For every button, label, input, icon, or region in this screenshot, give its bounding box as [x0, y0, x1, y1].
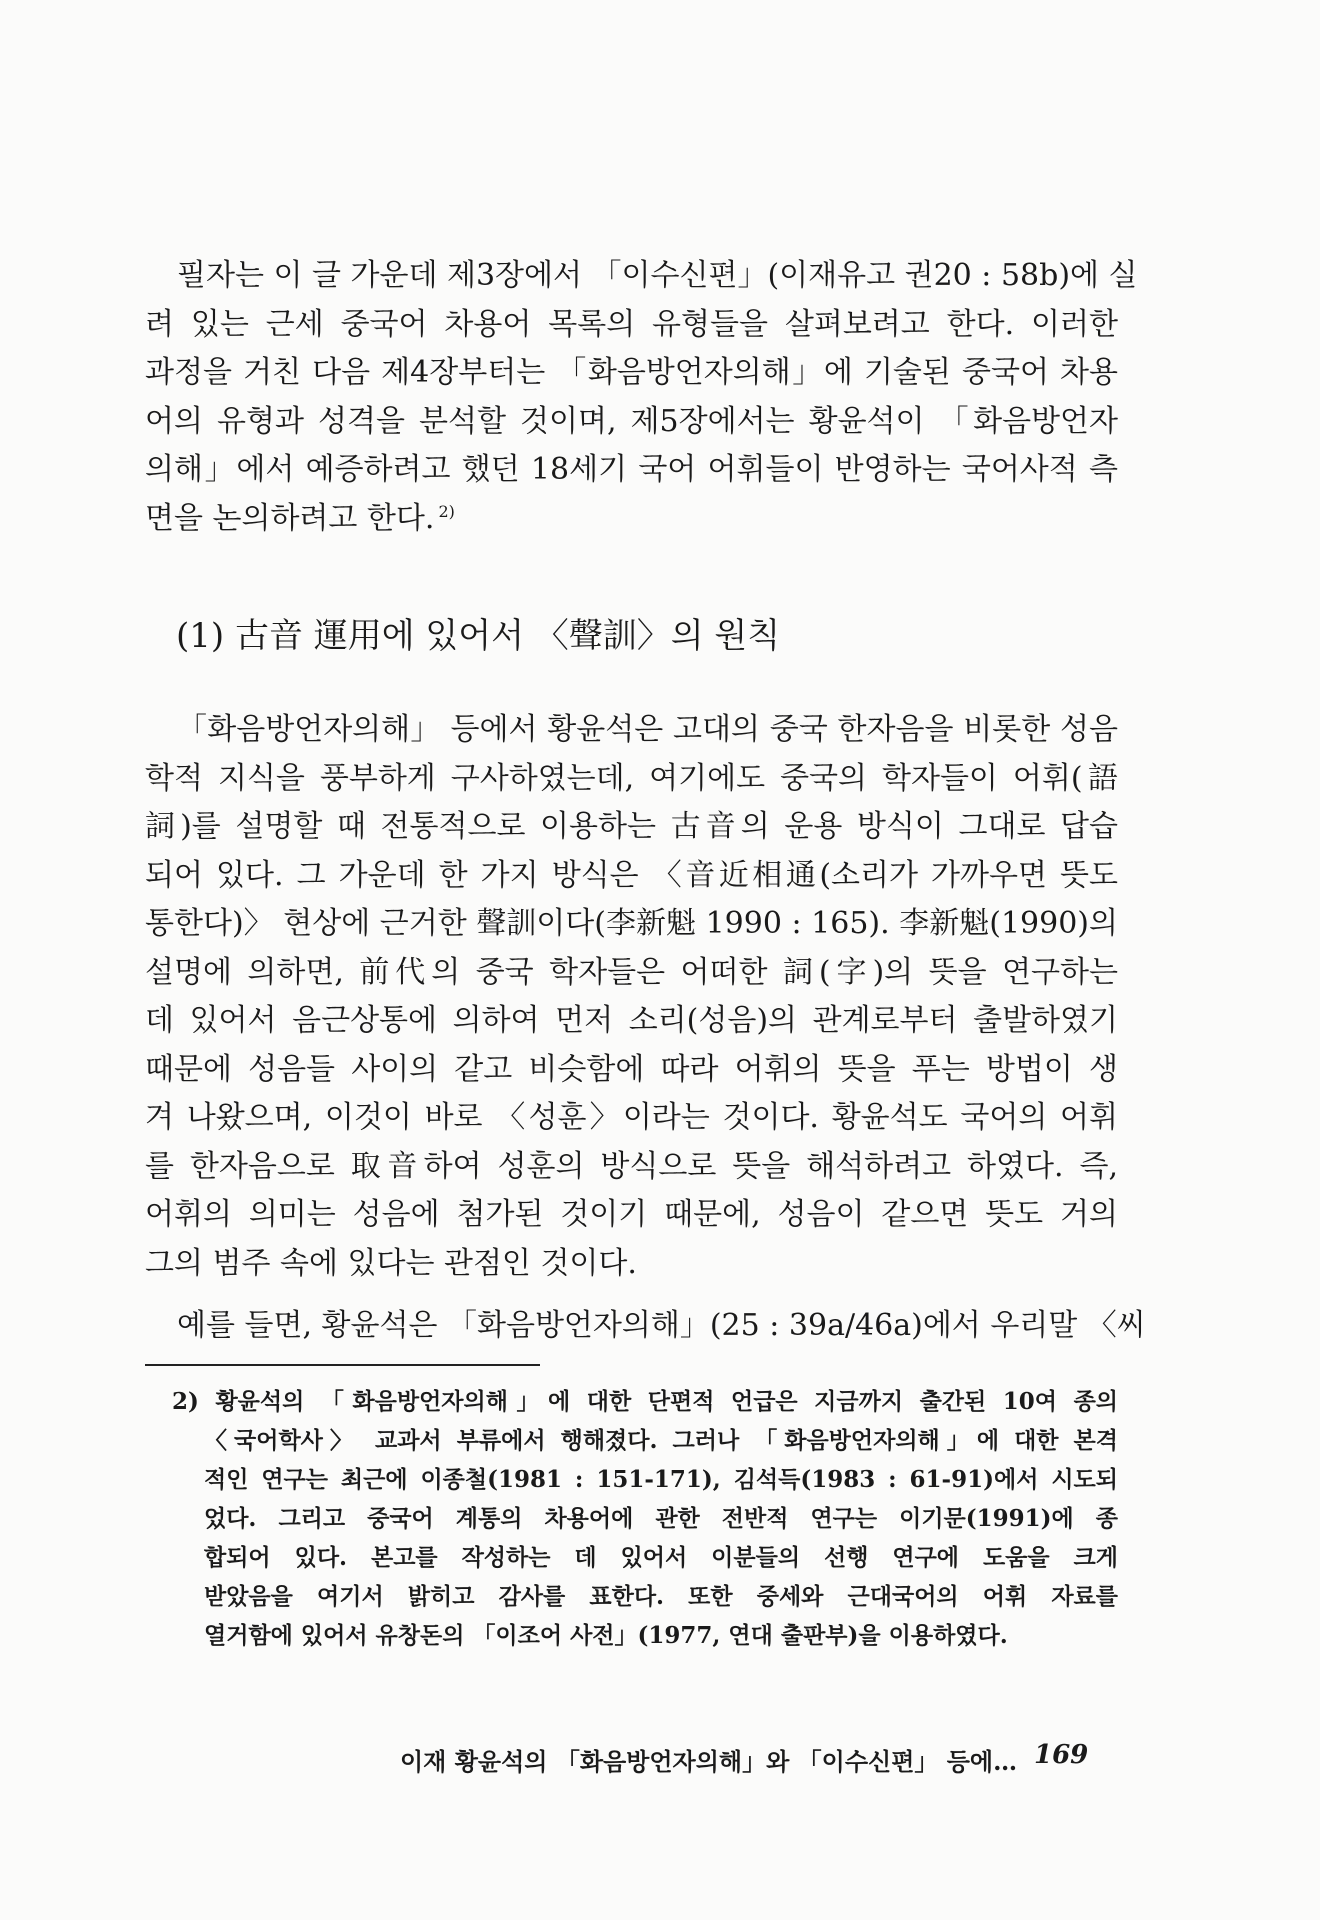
running-footer: 이재 황윤석의 「화음방언자의해」와 「이수신편」 등에…	[400, 1747, 1018, 1776]
section-heading: (1) 古音 運用에 있어서 〈聲訓〉의 원칙	[176, 616, 781, 656]
footnote-line: 적인 연구는 최근에 이종철(1981 : 151-171), 김석득(1983 : 61-91)에서 시도되	[204, 1466, 1118, 1493]
page-number: 169	[1034, 1740, 1089, 1770]
text-line: 그의 범주 속에 있다는 관점인 것이다.	[145, 1245, 637, 1281]
text-line-content: 면을 논의하려고 한다.	[145, 500, 435, 536]
text-line: 과정을 거친 다음 제4장부터는 「화음방언자의해」에 기술된 중국어 차용	[145, 355, 1118, 390]
text-line: 겨 나왔으며, 이것이 바로 〈성훈〉이라는 것이다. 황윤석도 국어의 어휘	[145, 1100, 1118, 1135]
footnote-number: 2)	[172, 1388, 199, 1415]
text-line: 설명에 의하면, 前代의 중국 학자들은 어떠한 詞(字)의 뜻을 연구하는	[145, 954, 1118, 990]
footnote-line: 합되어 있다. 본고를 작성하는 데 있어서 이분들의 선행 연구에 도움을 크게	[204, 1544, 1118, 1571]
footnote-line: 받았음을 여기서 밝히고 감사를 표한다. 또한 중세와 근대국어의 어휘 자료를	[204, 1583, 1118, 1610]
text-line: 어의 유형과 성격을 분석할 것이며, 제5장에서는 황윤석이 「화음방언자	[145, 403, 1118, 439]
text-line: 데 있어서 음근상통에 의하여 먼저 소리(성음)의 관계로부터 출발하였기	[145, 1003, 1118, 1038]
text-line: 의해」에서 예증하려고 했던 18세기 국어 어휘들이 반영하는 국어사적 측	[145, 452, 1118, 487]
text-line: 되어 있다. 그 가운데 한 가지 방식은 〈音近相通(소리가 가까우면 뜻도	[145, 857, 1118, 893]
text-line: 예를 들면, 황윤석은 「화음방언자의해」(25 : 39a/46a)에서 우리말 〈씨	[177, 1308, 1146, 1343]
footnote-divider	[145, 1364, 540, 1366]
footnote-reference: 2)	[438, 501, 455, 521]
text-line: 려 있는 근세 중국어 차용어 목록의 유형들을 살펴보려고 한다. 이러한	[145, 306, 1118, 342]
footnote-2	[172, 1382, 1118, 1655]
body-paragraph-3	[145, 1302, 1146, 1351]
footnote-line	[172, 1382, 1118, 1421]
footnote-line: 열거함에 있어서 유창돈의 「이조어 사전」(1977, 연대 출판부)을 이용하였다.	[204, 1622, 1008, 1649]
text-line: 필자는 이 글 가운데 제3장에서 「이수신편」(이재유고 권20 : 58b)에 실	[177, 258, 1138, 293]
text-line: 어휘의 의미는 성음에 첨가된 것이기 때문에, 성음이 같으면 뜻도 거의	[145, 1197, 1118, 1232]
text-line: 「화음방언자의해」 등에서 황윤석은 고대의 중국 한자음을 비롯한 성음	[177, 712, 1118, 747]
text-line: 때문에 성음들 사이의 같고 비슷함에 따라 어휘의 뜻을 푸는 방법이 생	[145, 1051, 1118, 1087]
text-line: 를 한자음으로 取音하여 성훈의 방식으로 뜻을 해석하려고 하였다. 즉,	[145, 1148, 1118, 1184]
text-line: 詞)를 설명할 때 전통적으로 이용하는 古音의 운용 방식이 그대로 답습	[145, 809, 1118, 844]
text-line	[145, 495, 1118, 544]
footnote-line: 〈국어학사〉 교과서 부류에서 행해졌다. 그러나 「화음방언자의해」에 대한 본격	[204, 1427, 1118, 1454]
text-line: 학적 지식을 풍부하게 구사하였는데, 여기에도 중국의 학자들이 어휘(語	[145, 760, 1118, 796]
text-line: 통한다)〉 현상에 근거한 聲訓이다(李新魁 1990 : 165). 李新魁(1990)의	[145, 906, 1118, 941]
footnote-line: 었다. 그리고 중국어 계통의 차용어에 관한 전반적 연구는 이기문(1991)에 종	[204, 1505, 1118, 1532]
footnote-text: 황윤석의 「화음방언자의해」에 대한 단편적 언급은 지금까지 출간된 10여 종의	[215, 1388, 1119, 1415]
body-paragraph-2	[145, 706, 1118, 1288]
body-paragraph-1	[145, 252, 1138, 543]
